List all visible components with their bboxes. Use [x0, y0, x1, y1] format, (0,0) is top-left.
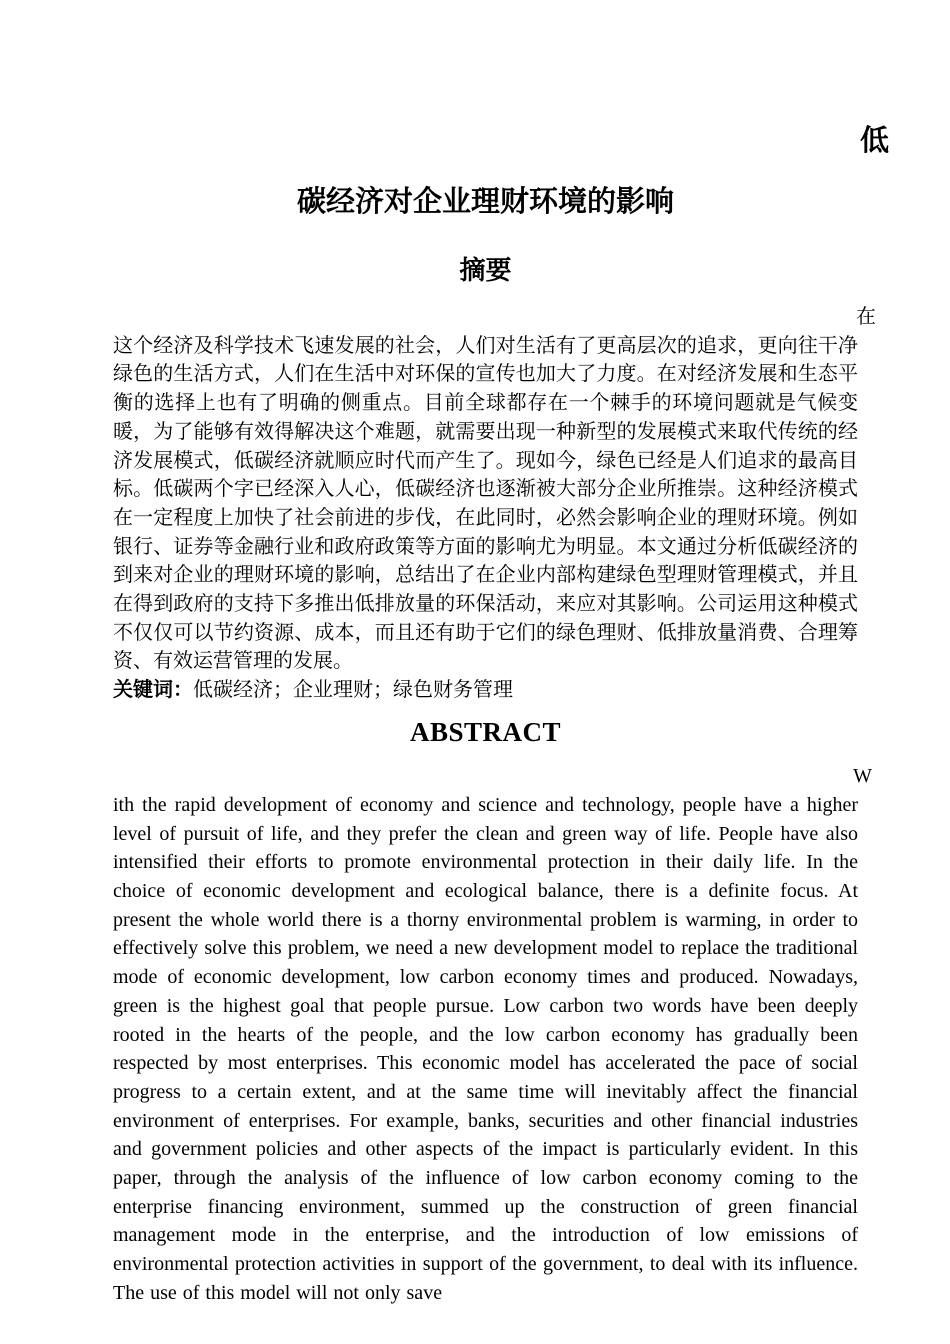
keywords-value: 低碳经济；企业理财；绿色财务管理	[193, 679, 513, 702]
abstract-zh-lead-char: 在	[856, 306, 876, 328]
title-overflow-char: 低	[859, 125, 889, 157]
abstract-en-lead-char: W	[853, 765, 872, 788]
keywords-line	[113, 676, 858, 705]
keywords-label: 关键词：	[113, 679, 193, 702]
abstract-en-paragraph: ith the rapid development of economy and science and technology, people have a higher level of pursuit of life, and they prefer the clean and green way of life. People have also intensified their efforts to promote environmental protection in their daily life. In the choice of economic development and ecological balance, there is a definite focus. At present the whole world there is a thorny environmental problem is warming, in order to effectively solve this problem, we need a new development model to replace the traditional mode of economic development, low carbon economy times and produced. Nowadays, green is the highest goal that people pursue. Low carbon two words have been deeply rooted in the hearts of the people, and the low carbon economy has gradually been respected by most enterprises. This economic model has accelerated the pace of social progress to a certain extent, and at the same time will inevitably affect the financial environment of enterprises. For example, banks, securities and other financial industries and government policies and other aspects of the impact is particularly evident. In this paper, through the analysis of the influence of low carbon economy coming to the enterprise financing environment, summed up the construction of green financial management mode in the enterprise, and the introduction of low emissions of environmental protection activities in support of the government, to deal with its influence. The use of this model will not only save	[113, 793, 858, 1304]
abstract-zh-paragraph: 这个经济及科学技术飞速发展的社会，人们对生活有了更高层次的追求，更向往干净绿色的生活方式，人们在生活中对环保的宣传也加大了力度。在对经济发展和生态平衡的选择上也有了明确的侧重点。目前全球都存在一个棘手的环境问题就是气候变暖，为了能够有效得解决这个难题，就需要出现一种新型的发展模式来取代传统的经济发展模式，低碳经济就顺应时代而产生了。现如今，绿色已经是人们追求的最高目标。低碳两个字已经深入人心，低碳经济也逐渐被大部分企业所推崇。这种经济模式在一定程度上加快了社会前进的步伐，在此同时，必然会影响企业的理财环境。例如银行、证券等金融行业和政府政策等方面的影响尤为明显。本文通过分析低碳经济的到来对企业的理财环境的影响，总结出了在企业内部构建绿色型理财管理模式，并且在得到政府的支持下多推出低排放量的环保活动，来应对其影响。公司运用这种模式不仅仅可以节约资源、成本，而且还有助于它们的绿色理财、低排放量消费、合理筹资、有效运营管理的发展。	[113, 334, 858, 673]
document-title: 碳经济对企业理财环境的影响	[296, 186, 674, 218]
abstract-zh-heading: 摘要	[459, 255, 512, 285]
abstract-en-heading: ABSTRACT	[409, 716, 562, 747]
